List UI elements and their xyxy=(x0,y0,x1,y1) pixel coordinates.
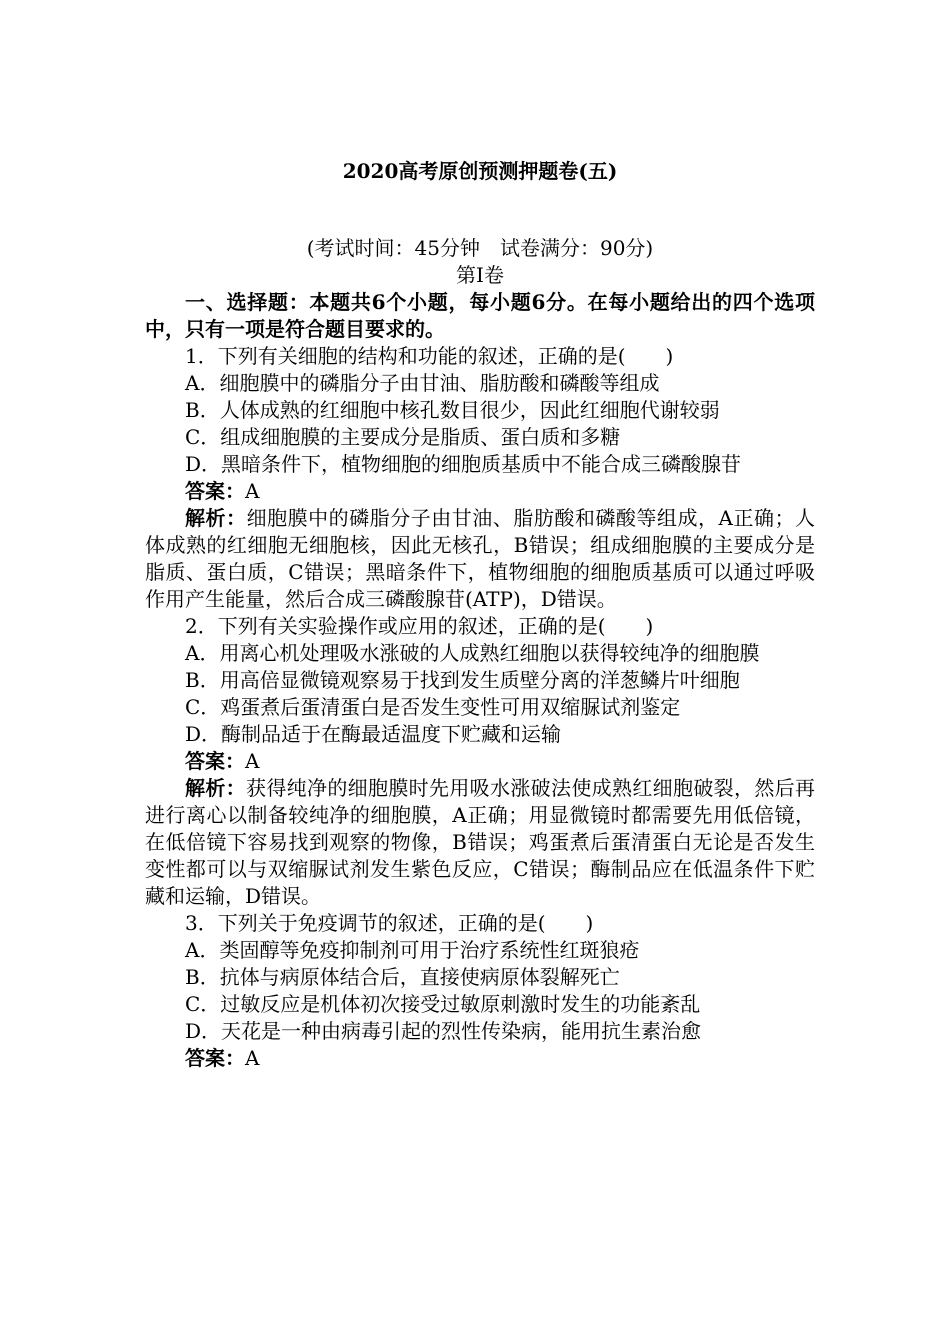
volume-heading: 第Ⅰ卷 xyxy=(456,263,504,287)
option-c: C．组成细胞膜的主要成分是脂质、蛋白质和多糖 xyxy=(185,425,621,449)
question-2 xyxy=(145,613,815,910)
option-a: A．细胞膜中的磷脂分子由甘油、脂肪酸和磷酸等组成 xyxy=(185,371,660,395)
question-3 xyxy=(145,910,815,1072)
answer-line xyxy=(145,478,815,505)
question-stem: 1．下列有关细胞的结构和功能的叙述，正确的是( ) xyxy=(185,344,674,368)
section-intro: 一、选择题：本题共6个小题，每小题6分。在每小题给出的四个选项中，只有一项是符合题目要求的。 xyxy=(145,290,815,341)
answer-label: 答案： xyxy=(185,1046,245,1070)
answer-label: 答案： xyxy=(185,749,245,773)
document-title: 2020高考原创预测押题卷(五) xyxy=(342,159,618,183)
analysis-label: 解析： xyxy=(185,776,246,800)
document-page xyxy=(145,155,815,1072)
question-1 xyxy=(145,343,815,613)
answer-line xyxy=(145,748,815,775)
option-a: A．类固醇等免疫抑制剂可用于治疗系统性红斑狼疮 xyxy=(185,938,640,962)
question-stem: 3．下列关于免疫调节的叙述，正确的是( ) xyxy=(185,911,594,935)
option-d: D．酶制品适于在酶最适温度下贮藏和运输 xyxy=(185,722,562,746)
analysis-line xyxy=(145,505,815,613)
answer-value: A xyxy=(245,749,260,773)
answer-value: A xyxy=(245,1046,260,1070)
option-b: B．用高倍显微镜观察易于找到发生质壁分离的洋葱鳞片叶细胞 xyxy=(185,668,740,692)
answer-line xyxy=(145,1045,815,1072)
answer-value: A xyxy=(245,479,260,503)
exam-info: (考试时间：45分钟 试卷满分：90分) xyxy=(306,236,654,260)
option-d: D．天花是一种由病毒引起的烈性传染病，能用抗生素治愈 xyxy=(185,1019,702,1043)
option-c: C．鸡蛋煮后蛋清蛋白是否发生变性可用双缩脲试剂鉴定 xyxy=(185,695,681,719)
option-b: B．人体成熟的红细胞中核孔数目很少，因此红细胞代谢较弱 xyxy=(185,398,720,422)
option-a: A．用离心机处理吸水涨破的人成熟红细胞以获得较纯净的细胞膜 xyxy=(185,641,760,665)
analysis-label: 解析： xyxy=(185,506,247,530)
option-c: C．过敏反应是机体初次接受过敏原刺激时发生的功能紊乱 xyxy=(185,992,701,1016)
option-b: B．抗体与病原体结合后，直接使病原体裂解死亡 xyxy=(185,965,620,989)
question-stem: 2．下列有关实验操作或应用的叙述，正确的是( ) xyxy=(185,614,654,638)
analysis-text: 细胞膜中的磷脂分子由甘油、脂肪酸和磷酸等组成，A正确；人体成熟的红细胞无细胞核，因此无核孔，B错误；组成细胞膜的主要成分是脂质、蛋白质，C错误；黑暗条件下，植物细胞的细胞质基质可以通过呼吸作用产生能量，然后合成三磷酸腺苷(ATP)，D错误。 xyxy=(145,506,815,611)
option-d: D．黑暗条件下，植物细胞的细胞质基质中不能合成三磷酸腺苷 xyxy=(185,452,742,476)
answer-label: 答案： xyxy=(185,479,245,503)
analysis-text: 获得纯净的细胞膜时先用吸水涨破法使成熟红细胞破裂，然后再进行离心以制备较纯净的细胞膜，A正确；用显微镜时都需要先用低倍镜，在低倍镜下容易找到观察的物像，B错误；鸡蛋煮后蛋清蛋白无论是否发生变性都可以与双缩脲试剂发生紫色反应，C错误；酶制品应在低温条件下贮藏和运输，D错误。 xyxy=(145,776,815,908)
analysis-line xyxy=(145,775,815,910)
